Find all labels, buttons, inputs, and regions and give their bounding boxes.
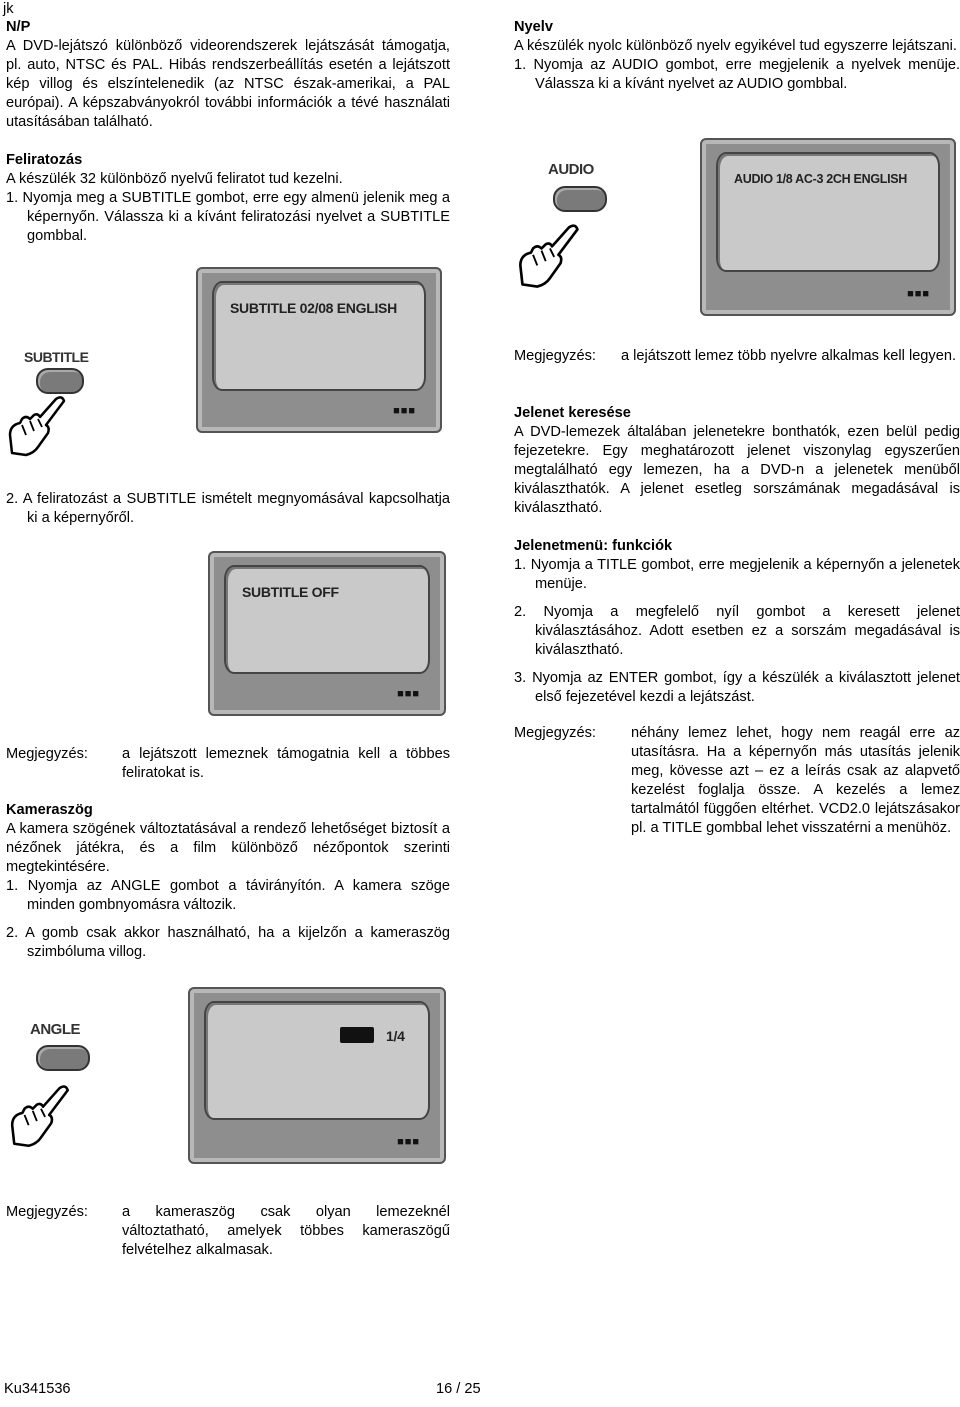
footer-model: Ku341536 <box>4 1381 71 1397</box>
scene-menu-note <box>514 724 960 864</box>
audio-button[interactable] <box>553 186 607 212</box>
scene-menu-step3: 3. Nyomja az ENTER gombot, így a készülék a kiválasztott jelenet első fejezetével kezdi a lejátszást. <box>514 670 960 705</box>
tv-illustration <box>700 138 956 316</box>
angle-title: Kameraszög <box>6 802 93 818</box>
camera-icon <box>340 1027 374 1043</box>
tv-illustration <box>196 267 442 433</box>
subtitle-step2: 2. A feliratozást a SUBTITLE ismételt megnyomásával kapcsolhatja ki a képernyőről. <box>6 491 450 526</box>
angle-intro: A kamera szögének változtatásával a rendező lehetőséget biztosít a nézőnek játékra, és a film különböző nézőpontok szerinti megtekintésére. <box>6 821 450 875</box>
osd-text: SUBTITLE OFF <box>242 584 339 600</box>
angle-button-label: ANGLE <box>30 1021 80 1038</box>
note-text: a lejátszott lemez több nyelvre alkalmas kell legyen. <box>621 348 957 364</box>
subtitle-step1: 1. Nyomja meg a SUBTITLE gombot, erre egy almenü jelenik meg a képernyőn. Válassza ki a kívánt feliratozási nyelvet a SUBTITLE gombbal. <box>6 190 450 244</box>
angle-note <box>6 1203 450 1263</box>
subtitle-button[interactable] <box>36 368 84 394</box>
np-section <box>6 18 450 132</box>
scene-menu-step2: 2. Nyomja a megfelelő nyíl gombot a keresett jelenet kiválasztásához. Adott esetben ez a sorszám megadásával is kiválasztható. <box>514 604 960 658</box>
tv-brand: ■■■ <box>393 405 416 417</box>
scene-text: A DVD-lemezek általában jelenetekre bonthatók, ezen belül pedig fejezetekre. Egy meghatározott jelenet viszonylag egyszerűen megtalálható egy lemezen, ha a DVD-n a jelenetek menüből kiválaszthatók. A jelenet esetleg sorszámának megadásával is kiválasztható. <box>514 424 960 516</box>
subtitle-intro: A készülék 32 különböző nyelvű feliratot tud kezelni. <box>6 171 343 187</box>
header-code: jk <box>3 1 14 17</box>
language-note <box>514 347 960 387</box>
note-label: Megjegyzés: <box>514 348 596 364</box>
pointing-hand-icon <box>6 1080 78 1156</box>
language-title: Nyelv <box>514 19 553 35</box>
note-text: a lejátszott lemeznek támogatnia kell a többes feliratokat is. <box>122 746 450 781</box>
angle-step1: 1. Nyomja az ANGLE gombot a távirányítón. A kamera szöge minden gombnyomásra változik. <box>6 878 450 913</box>
language-section <box>514 18 960 94</box>
subtitle-title: Feliratozás <box>6 152 83 168</box>
osd-text: 1/4 <box>386 1028 405 1044</box>
note-label: Megjegyzés: <box>6 1204 88 1220</box>
scene-menu-title: Jelenetmenü: funkciók <box>514 538 673 554</box>
note-text: néhány lemez lehet, hogy nem reagál erre az utasításra. Ha a képernyőn más utasítás jelenik meg, kövesse azt – ez a leírás csak az alapvető kezelést foglalja össze. A kezelés a lemez tartalmától függően eltérhet. VCD2.0 lejátszásakor pl. a TITLE gombbal lehet visszatérni a menühöz. <box>631 725 960 836</box>
audio-button-label: AUDIO <box>548 161 594 178</box>
np-title: N/P <box>6 19 31 35</box>
scene-section <box>514 404 960 518</box>
tv-illustration <box>188 987 446 1164</box>
subtitle-step2-block <box>6 490 450 528</box>
angle-section <box>6 801 450 962</box>
pointing-hand-icon <box>4 395 74 461</box>
angle-button[interactable] <box>36 1045 90 1071</box>
angle-step2: 2. A gomb csak akkor használható, ha a kijelzőn a kameraszög szimbóluma villog. <box>6 925 450 960</box>
pointing-hand-icon <box>514 222 588 294</box>
subtitle-button-label: SUBTITLE <box>24 349 89 365</box>
subtitle-section <box>6 151 450 246</box>
language-intro: A készülék nyolc különböző nyelv egyikével tud egyszerre lejátszani. <box>514 38 957 54</box>
tv-illustration <box>208 551 446 716</box>
footer-page: 16 / 25 <box>436 1381 481 1397</box>
np-text: A DVD-lejátszó különböző videorendszerek lejátszását támogatja, pl. auto, NTSC és PAL. Hibás rendszerbeállítás esetén a lejátszott kép villog és elszíntelenedik (az NTSC észak-amerikai, a PAL európai). A képszabványokról további információk a tévé használati utasításában található. <box>6 38 450 130</box>
subtitle-note <box>6 745 450 785</box>
osd-text: AUDIO 1/8 AC-3 2CH ENGLISH <box>734 172 908 186</box>
language-step1: 1. Nyomja az AUDIO gombot, erre megjelenik a nyelvek menüje. Válassza ki a kívánt nyelvet az AUDIO gombbal. <box>514 57 960 92</box>
tv-brand: ■■■ <box>397 688 420 700</box>
tv-brand: ■■■ <box>397 1136 420 1148</box>
scene-title: Jelenet keresése <box>514 405 631 421</box>
scene-menu-section <box>514 537 960 707</box>
note-label: Megjegyzés: <box>6 746 88 762</box>
note-label: Megjegyzés: <box>514 725 596 741</box>
note-text: a kameraszög csak olyan lemezeknél változtatható, amelyek többes kameraszögű felvételhez alkalmasak. <box>122 1204 450 1258</box>
osd-text: SUBTITLE 02/08 ENGLISH <box>230 300 397 316</box>
scene-menu-step1: 1. Nyomja a TITLE gombot, erre megjelenik a képernyőn a jelenetek menüje. <box>514 557 960 592</box>
tv-brand: ■■■ <box>907 288 930 300</box>
